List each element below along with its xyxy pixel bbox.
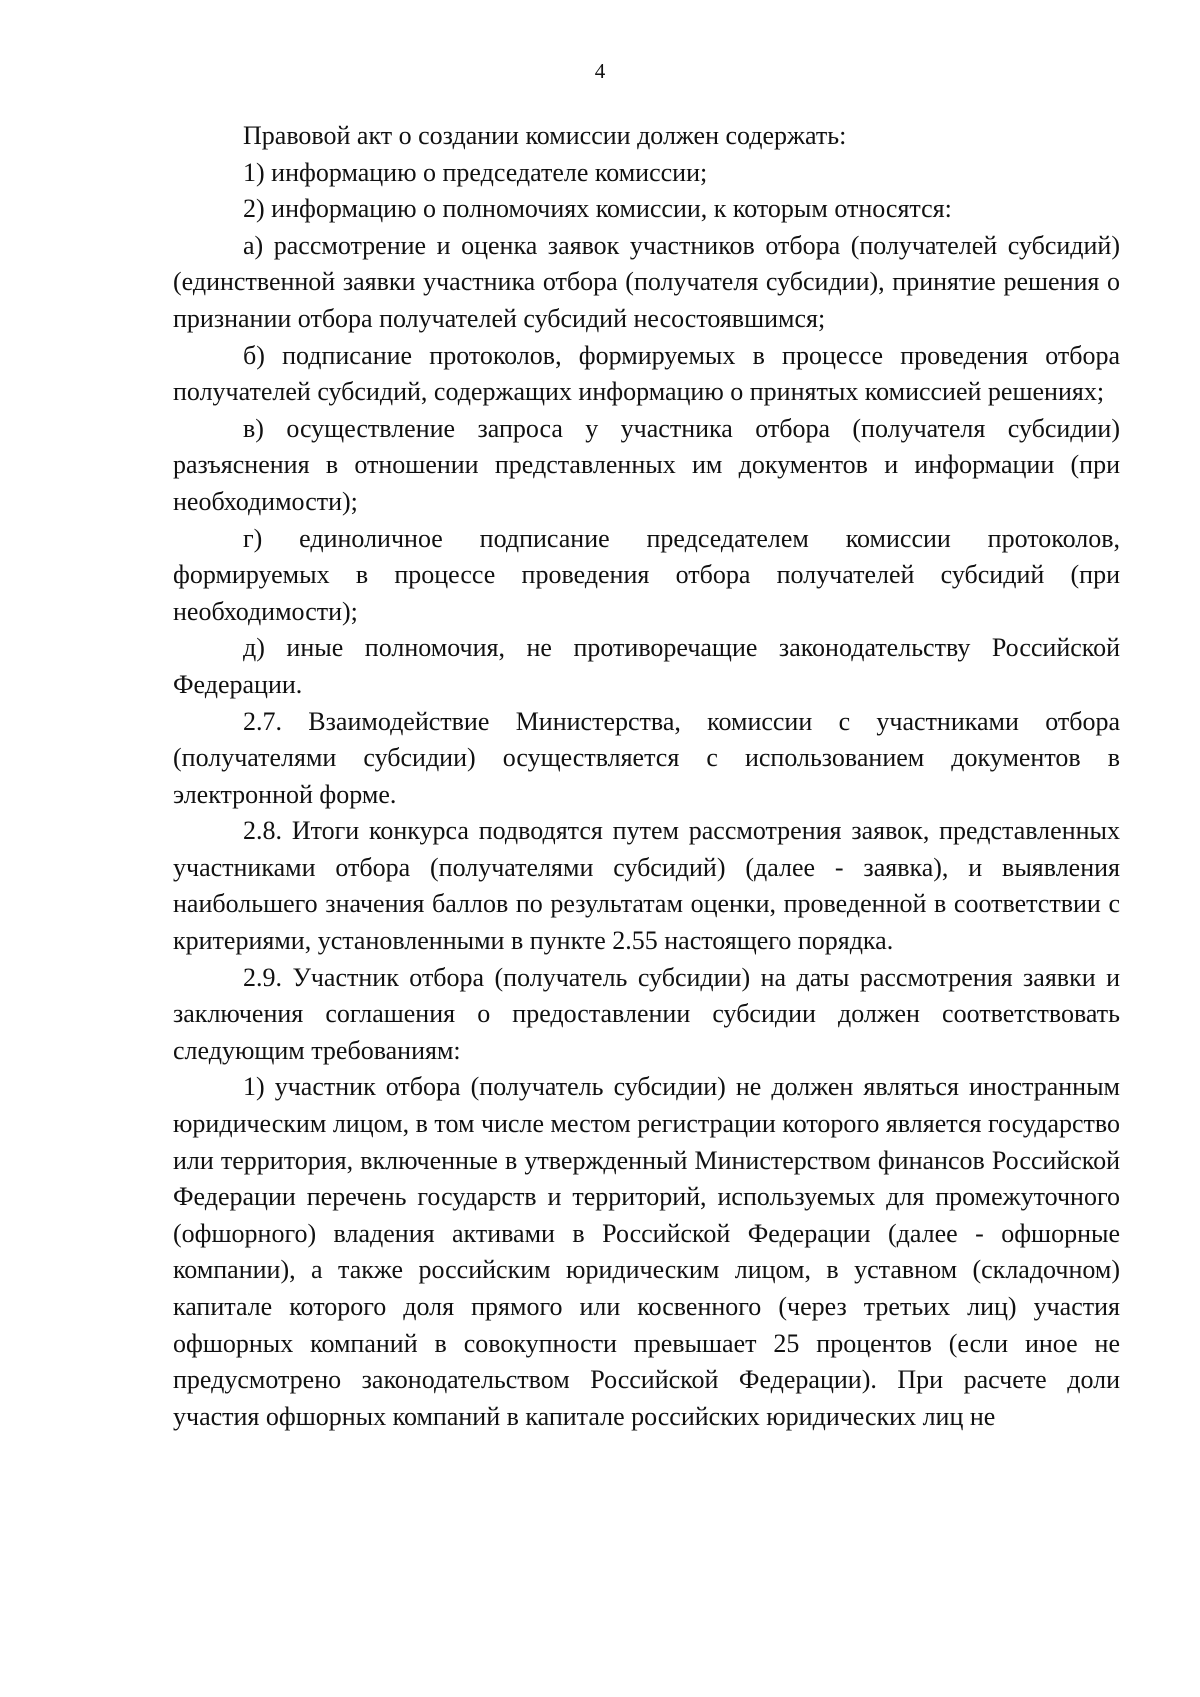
paragraph-subitem-g: г) единоличное подписание председателем комиссии протоколов, формируемых в процессе проведения отбора получателей субсидий (при необходимости); <box>173 523 1120 626</box>
paragraph-requirement-1: 1) участник отбора (получатель субсидии) не должен являться иностранным юридическим лицом, в том числе местом регистрации которого является государство или территория, включенные в утвержденный Министерством финансов Российской Федерации перечень государств и территорий, используемых для промежуточного (офшорного) владения активами в Российской Федерации (далее - офшорные компании), а также российским юридическим лицом, в уставном (складочном) капитале которого доля прямого или косвенного (через третьих лиц) участия офшорных компаний в совокупности превышает 25 процентов (если иное не предусмотрено законодательством Российской Федерации). При расчете доли участия офшорных компаний в капитале российских юридических лиц не <box>173 1072 1120 1431</box>
paragraph-subitem-b: б) подписание протоколов, формируемых в процессе проведения отбора получателей субсидий, содержащих информацию о принятых комиссией решениях; <box>173 340 1120 407</box>
paragraph-section-2-7: 2.7. Взаимодействие Министерства, комиссии с участниками отбора (получателями субсидии) осуществляется с использованием документов в электронной форме. <box>173 706 1120 809</box>
page-number: 4 <box>594 59 606 83</box>
paragraph-subitem-v: в) осуществление запроса у участника отбора (получателя субсидии) разъяснения в отношении представленных им документов и информации (при необходимости); <box>173 413 1120 516</box>
document-body <box>173 118 1120 1435</box>
paragraph-section-2-8: 2.8. Итоги конкурса подводятся путем рассмотрения заявок, представленных участниками отбора (получателями субсидий) (далее - заявка), и выявления наибольшего значения баллов по результатам оценки, проведенной в соответствии с критериями, установленными в пункте 2.55 настоящего порядка. <box>173 816 1120 956</box>
paragraph-section-2-9: 2.9. Участник отбора (получатель субсидии) на даты рассмотрения заявки и заключения соглашения о предоставлении субсидии должен соответствовать следующим требованиям: <box>173 962 1120 1065</box>
paragraph-item-2: 2) информацию о полномочиях комиссии, к которым относятся: <box>243 194 952 224</box>
paragraph-item-1: 1) информацию о председателе комиссии; <box>243 157 708 187</box>
paragraph-intro: Правовой акт о создании комиссии должен содержать: <box>243 121 847 150</box>
paragraph-subitem-d: д) иные полномочия, не противоречащие законодательству Российской Федерации. <box>173 633 1120 699</box>
paragraph-subitem-a: а) рассмотрение и оценка заявок участников отбора (получателей субсидий) (единственной заявки участника отбора (получателя субсидии), принятие решения о признании отбора получателей субсидий несостоявшимся; <box>173 230 1120 333</box>
